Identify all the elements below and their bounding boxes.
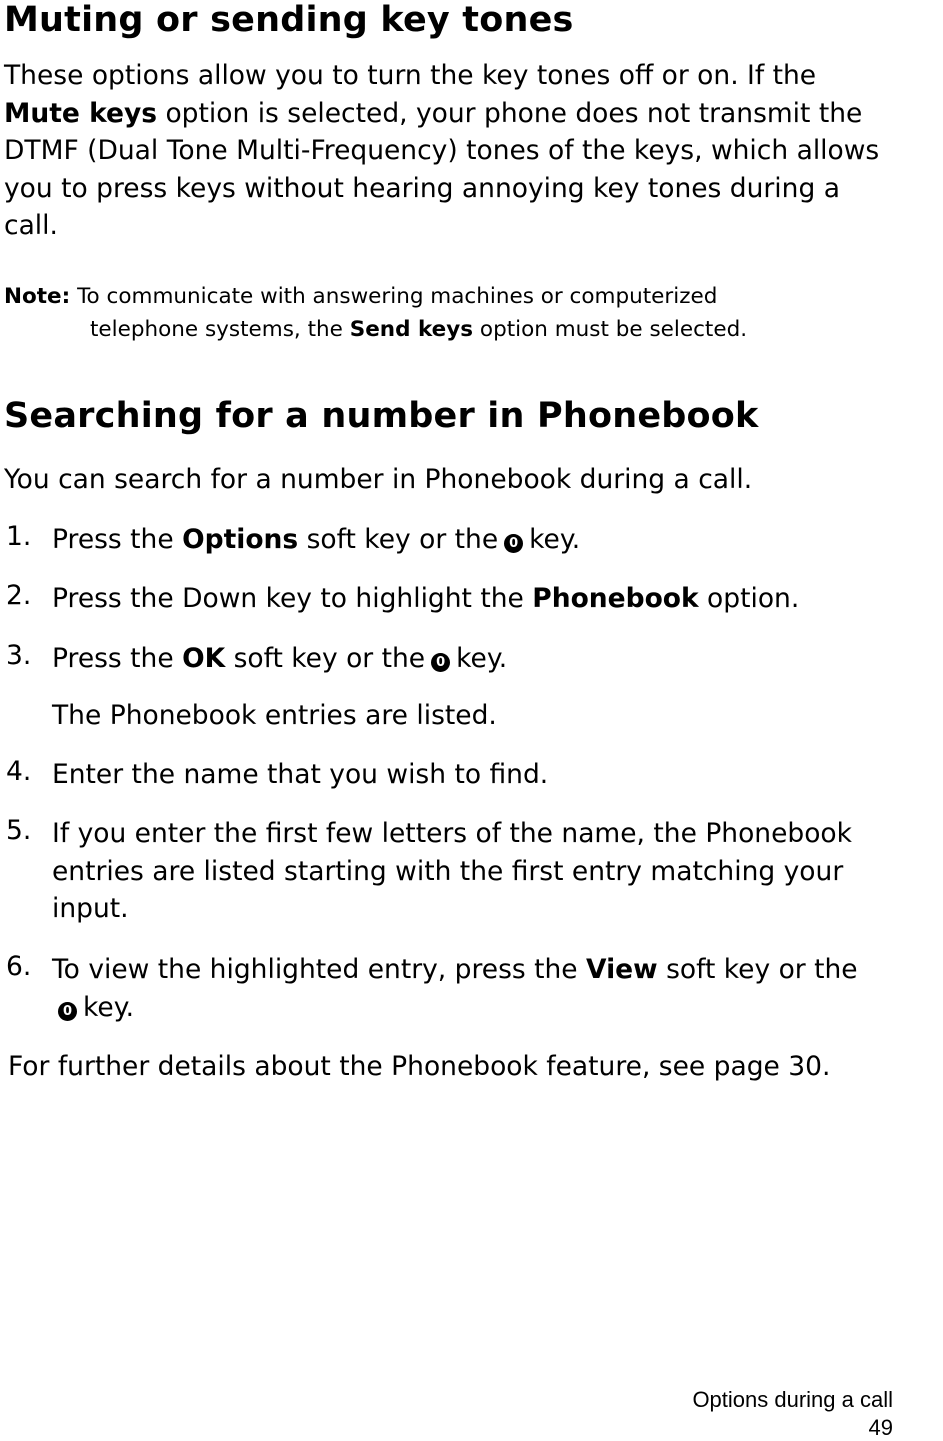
step-1-text: Press the Options soft key or the 0 key. xyxy=(52,524,581,555)
step-number: 4. xyxy=(6,756,32,787)
step-5-text: If you enter the first few letters of the name, the Phonebook entries are listed starting with the first entry matching your input. xyxy=(52,818,852,924)
step-4-text: Enter the name that you wish to find. xyxy=(52,759,549,790)
search-intro: You can search for a number in Phonebook during a call. xyxy=(4,464,753,495)
footer-section-title: Options during a call xyxy=(692,1387,893,1412)
step-number: 5. xyxy=(6,815,32,846)
step-number: 2. xyxy=(6,580,32,611)
ok-key-icon: 0 xyxy=(504,534,523,553)
muting-paragraph: These options allow you to turn the key tones off or on. If the Mute keys option is selected, your phone does not transmit the DTMF (Dual Tone Multi-Frequency) tones of the keys, which allows you to press keys without hearing annoying key tones during a call. xyxy=(4,60,880,241)
step-3-result: The Phonebook entries are listed. xyxy=(52,700,497,731)
step-3-text: Press the OK soft key or the 0 key. xyxy=(52,643,508,674)
note-label: Note: xyxy=(4,284,71,309)
closing-paragraph: For further details about the Phonebook feature, see page 30. xyxy=(8,1051,831,1082)
step-2-text: Press the Down key to highlight the Phonebook option. xyxy=(52,583,800,614)
note-line-1: Note: To communicate with answering machines or computerized xyxy=(4,284,718,309)
ok-key-icon: 0 xyxy=(431,653,450,672)
ok-key-icon: 0 xyxy=(58,1002,77,1021)
step-number: 3. xyxy=(6,640,32,671)
step-number: 6. xyxy=(6,951,32,982)
step-6-text: To view the highlighted entry, press the View soft key or the0 key. xyxy=(52,954,858,1023)
section-heading-searching: Searching for a number in Phonebook xyxy=(4,396,759,436)
note-line-2: telephone systems, the Send keys option must be selected. xyxy=(90,317,748,342)
section-heading-muting: Muting or sending key tones xyxy=(4,0,574,40)
page-number: 49 xyxy=(868,1415,893,1440)
step-number: 1. xyxy=(6,521,32,552)
